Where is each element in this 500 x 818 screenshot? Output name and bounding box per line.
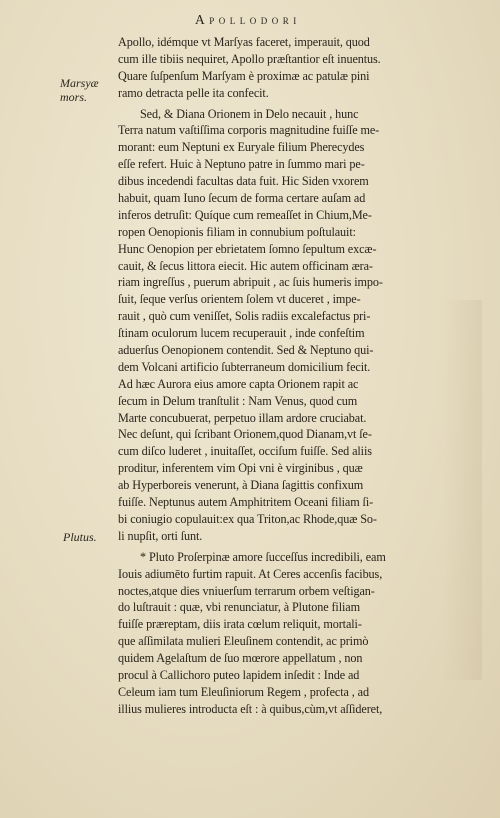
text-line: * Pluto Proſerpinæ amore ſucceſſus incredibili, eam — [140, 549, 386, 564]
text-line: cum diſco luderet , inuitaſſet, occiſum fuiſſe. Sed aliis — [118, 444, 372, 459]
text-line: Ad hæc Aurora eius amore capta Orionem rapit ac — [118, 376, 359, 391]
text-line: inferos detruſit: Quíque cum remeaſſet in Chium,Me- — [118, 207, 372, 222]
text-line: ſecum in Delum tranſtulit : Nam Venus, quod cum — [118, 393, 358, 408]
text-line: ropen Oenopionis filiam in connubium poſtulauit: — [118, 224, 356, 239]
paragraph-pluto — [118, 549, 458, 718]
text-line: ſtinam oculorum lucem recuperauit , inde confeſtim — [118, 326, 365, 341]
text-line: Nec deſunt, qui ſcribant Orionem,quod Dianam,vt ſe- — [118, 427, 372, 442]
text-line: dibus incedendi facultas data fuit. Hic Siden vxorem — [118, 174, 369, 189]
paragraph-orion — [118, 106, 458, 545]
paragraph-marsyas — [118, 34, 458, 102]
margin-note-plutus: Plutus. — [63, 530, 97, 544]
text-line: dem Volcani artificio ſubterraneum domicilium fecit. — [118, 359, 371, 374]
text-line: Iouis adiumēto furtim rapuit. At Ceres accenſis facibus, — [118, 566, 383, 581]
text-line: eſſe refert. Huic à Neptuno patre in ſummo mari pe- — [118, 157, 365, 172]
text-line: Marte concubuerat, perpetuo illam ardore cruciabat. — [118, 410, 367, 425]
text-line: ramo detracta pelle ita confecit. — [118, 85, 269, 100]
text-line: illius mulieres introducta eſt : à quibus,cùm,vt aſſideret, — [118, 701, 383, 716]
text-line: Terra natum vaſtiſſima corporis magnitudine fuiſſe me- — [118, 123, 380, 138]
text-line: cum ille tibiis nequiret, Apollo præſtantior eſt inuentus. — [118, 51, 381, 66]
text-line: aduerſus Oenopionem contendit. Sed & Neptuno qui- — [118, 343, 374, 358]
text-line: bi coniugio copulauit:ex qua Triton,ac Rhode,quæ So- — [118, 511, 377, 526]
text-line: noctes,atque dies vniuerſum terrarum orbem veſtigan- — [118, 583, 375, 598]
text-line: Celeum iam tum Eleuſiniorum Regem , profecta , ad — [118, 684, 369, 699]
text-line: Apollo, idémque vt Marſyas faceret, imperauit, quod — [118, 35, 370, 49]
text-line: morant: eum Neptuni ex Euryale filium Pherecydes — [118, 140, 365, 155]
margin-note-marsyas: Marsyæ mors. — [60, 76, 99, 104]
text-line: habuit, quam Iuno ſecum de forma certare auſam ad — [118, 191, 366, 206]
text-line: fuiſſe præreptam, diis irata cœlum reliquit, mortali- — [118, 617, 362, 632]
text-line: que aſſimilata mulieri Eleuſinem contendit, ac primò — [118, 634, 369, 649]
text-line: cauit, & ſecus littora eiecit. Hic autem officinam æra- — [118, 258, 373, 273]
text-line: Hunc Oenopion per ebrietatem ſomno ſepultum excæ- — [118, 241, 377, 256]
running-head: Apollodori — [195, 12, 301, 27]
text-body — [118, 34, 458, 718]
text-line: li nupſit, orti ſunt. — [118, 528, 203, 543]
text-line: riam ingreſſus , puerum abripuit , ac ſuis humeris impo- — [118, 275, 383, 290]
text-line: quidem Agelaſtum de ſuo mœrore appellatum , non — [118, 651, 363, 666]
text-line: rauit , quò cum veniſſet, Solis radiis excalefactus pri- — [118, 309, 371, 324]
text-line: fuiſſe. Neptunus autem Amphitritem Oceani filiam ſi- — [118, 495, 374, 510]
text-line: Sed, & Diana Orionem in Delo necauit , hunc — [140, 106, 359, 121]
text-line: do luſtrauit : quæ, vbi renunciatur, à Plutone filiam — [118, 600, 360, 615]
text-line: ab Hyperboreis venerunt, à Diana ſagittis confixum — [118, 478, 364, 493]
text-line: Quare ſuſpenſum Marſyam è proximæ ac patulæ pini — [118, 68, 370, 83]
text-line: proditur, inferentem vim Opi vni è virginibus , quæ — [118, 461, 363, 476]
text-line: procul à Callichoro puteo lapidem inſedit : Inde ad — [118, 667, 360, 682]
text-line: ſuit, ſeque verſus orientem ſolem vt duceret , impe- — [118, 292, 361, 307]
